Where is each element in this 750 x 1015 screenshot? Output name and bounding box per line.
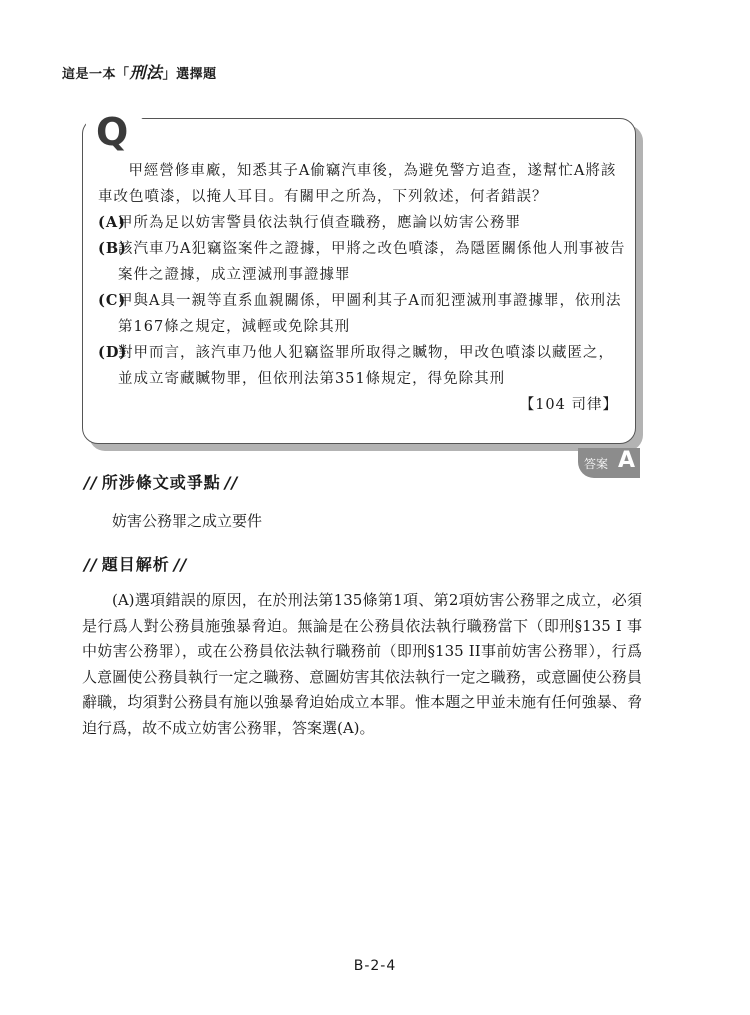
section-issue-mark-left: // [84,473,98,492]
question-content [98,158,628,418]
page-number: B-2-4 [353,958,397,974]
answer-label: 答案 [584,457,609,471]
answer-value: A [618,448,636,473]
option-a [98,210,628,236]
book-header [62,60,217,83]
section-analysis-title: 題目解析 [101,555,170,574]
header-law: 刑法 [129,63,163,82]
question-mark-letter: Q [96,110,129,154]
header-open-quote: 「 [116,67,130,82]
analysis-paragraph: (A)選項錯誤的原因，在於刑法第135條第1項、第2項妨害公務罪之成立，必須是行爲人對公務員施強暴脅迫。無論是在公務員依法執行職務當下（即刑§135 I 事中妨害公務罪），或在公務員依法執行職務前（即刑§135 II事前妨害公務罪），行爲人意圖使公務員執行一定之職務、意圖妨害其依法執行一定之職務，或意圖使公務員辭職，均須對公務員有施以強暴脅迫始成立本罪。惟本題之甲並未施有任何強暴、脅迫行爲，故不成立妨害公務罪，答案選(A)。 [82,591,642,737]
section-analysis-mark-right: // [173,555,188,574]
section-analysis-heading [80,552,191,575]
header-close-quote: 」 [162,67,177,82]
option-a-text: 甲所為足以妨害警員依法執行偵查職務，應論以妨害公務罪 [118,215,521,231]
option-c-text: 甲與A具一親等直系血親關係，甲圖利其子A而犯湮滅刑事證據罪，依刑法第167條之規定，減輕或免除其刑 [118,293,622,335]
header-suffix: 選擇題 [176,67,217,82]
answer-badge [578,448,640,478]
section-issue-content: 妨害公務罪之成立要件 [112,512,263,530]
option-b-label: (B) [98,240,127,257]
option-a-label: (A) [98,214,126,231]
section-analysis-mark-left: // [84,555,98,574]
option-d-text: 對甲而言，該汽車乃他人犯竊盜罪所取得之贓物，甲改色噴漆以藏匿之，並成立寄藏贓物罪，但依刑法第351條規定，得免除其刑 [118,345,614,387]
question-source: 【104 司律】 [519,397,618,413]
option-d-label: (D) [98,344,128,361]
section-issue-mark-right: // [224,473,239,492]
section-issue-heading [80,470,242,493]
section-issue-title: 所涉條文或爭點 [101,473,221,492]
option-c-label: (C) [98,292,127,309]
option-b-text: 該汽車乃A犯竊盜案件之證據，甲將之改色噴漆，為隱匿關係他人刑事被告案件之證據，成立湮滅刑事證據罪 [118,241,626,283]
question-stem: 甲經營修車廠，知悉其子A偷竊汽車後，為避免警方追查，遂幫忙A將該車改色噴漆，以掩人耳目。有關甲之所為，下列敘述，何者錯誤？ [98,163,617,205]
option-c [98,288,628,340]
option-d [98,340,628,392]
header-prefix: 這是一本 [62,67,117,82]
option-b [98,236,628,288]
